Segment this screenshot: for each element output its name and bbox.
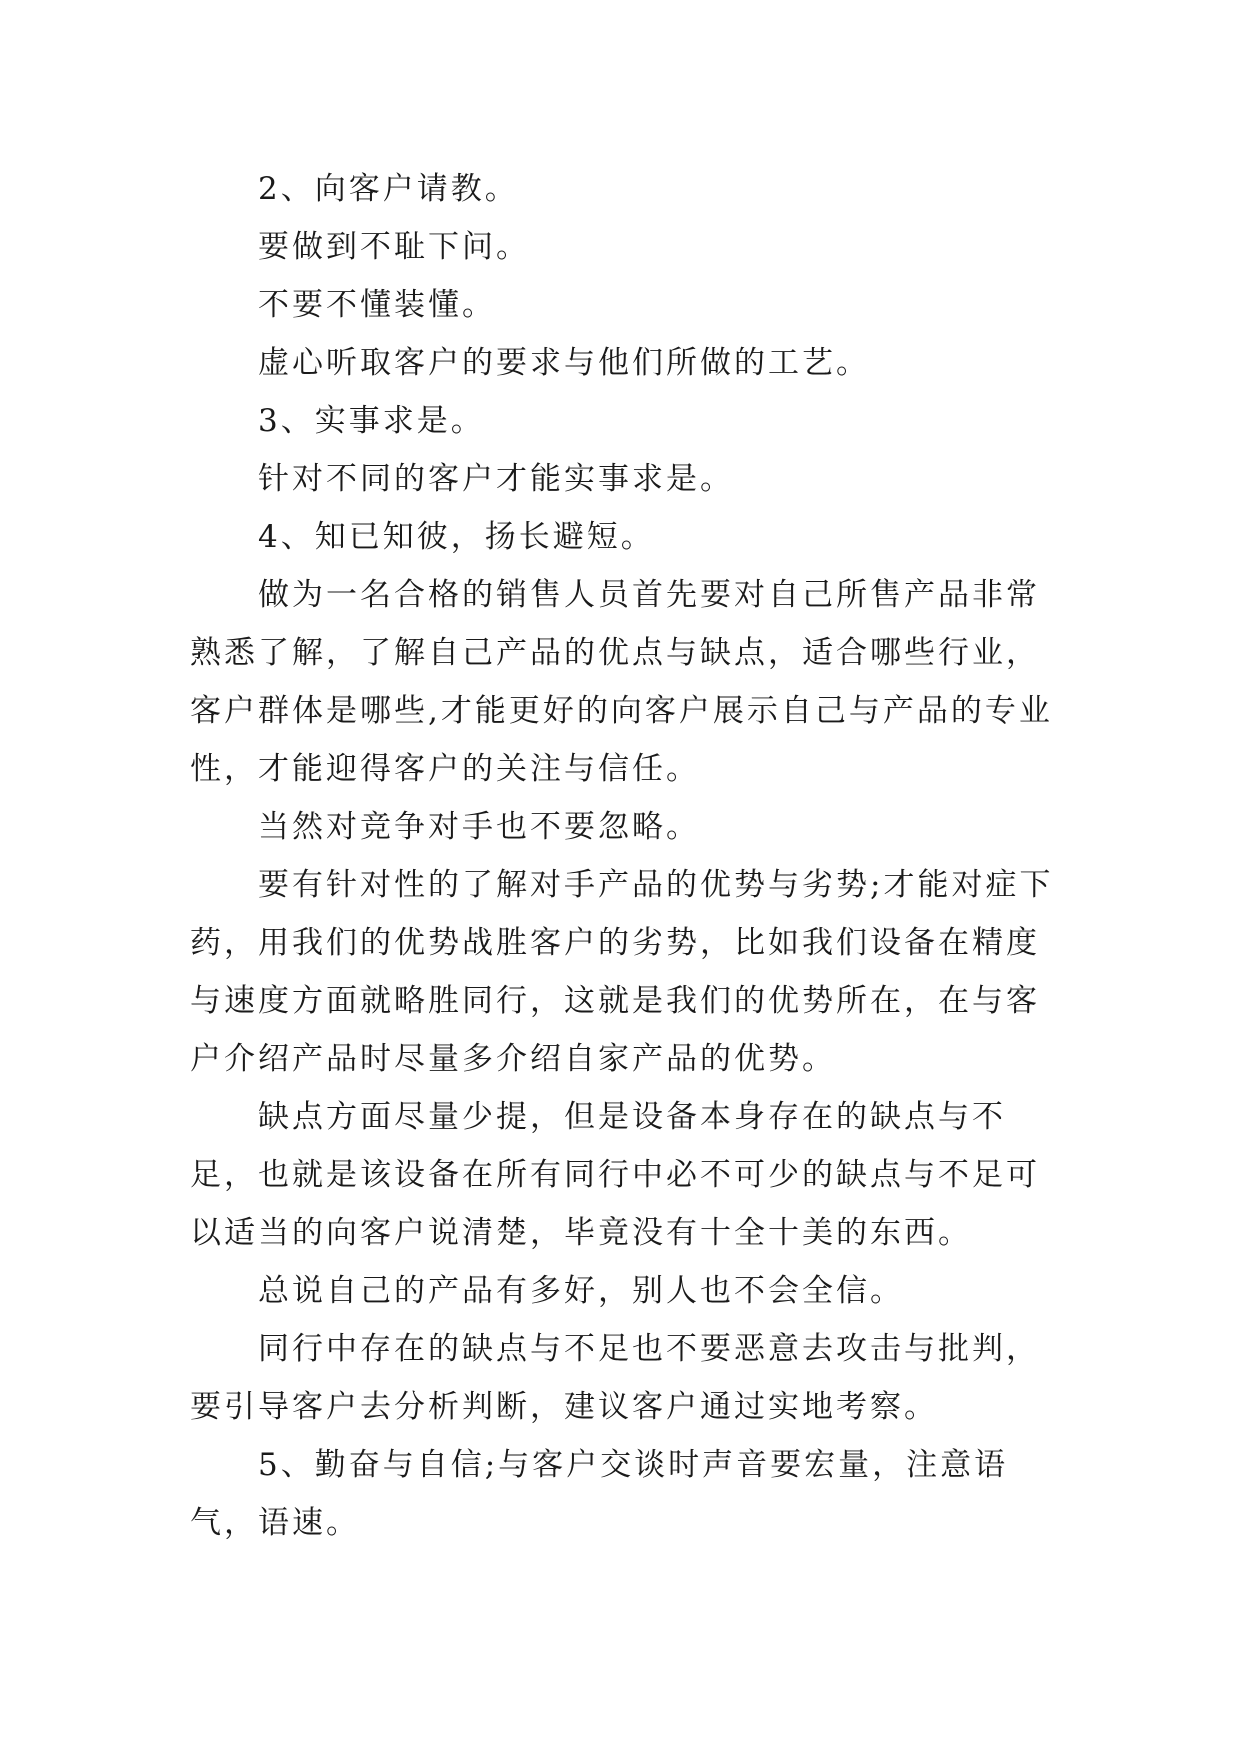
paragraph-2: 要做到不耻下问。 (258, 229, 530, 265)
paragraph-12: 总说自己的产品有多好，别人也不会全信。 (258, 1273, 904, 1309)
paragraph-14: 5、勤奋与自信;与客户交谈时声音要宏量，注意语气，语速。 (190, 1447, 1009, 1541)
paragraph-10: 要有针对性的了解对手产品的优势与劣势;才能对症下药，用我们的优势战胜客户的劣势，比如我们设备在精度与速度方面就略胜同行，这就是我们的优势所在，在与客户介绍产品时尽量多介绍自家产品的优势。 (190, 867, 1054, 1077)
paragraph-1: 2、向客户请教。 (258, 171, 519, 207)
paragraph-13: 同行中存在的缺点与不足也不要恶意去攻击与批判，要引导客户去分析判断，建议客户通过实地考察。 (190, 1331, 1040, 1425)
paragraph-3: 不要不懂装懂。 (258, 287, 496, 323)
paragraph-9: 当然对竞争对手也不要忽略。 (258, 809, 700, 845)
paragraph-4: 虚心听取客户的要求与他们所做的工艺。 (258, 345, 870, 381)
paragraph-7: 4、知已知彼，扬长避短。 (258, 519, 655, 555)
paragraph-5: 3、实事求是。 (258, 403, 485, 439)
paragraph-11: 缺点方面尽量少提，但是设备本身存在的缺点与不足，也就是该设备在所有同行中必不可少的缺点与不足可以适当的向客户说清楚，毕竟没有十全十美的东西。 (190, 1099, 1040, 1251)
document-body (190, 160, 1060, 1552)
paragraph-8: 做为一名合格的销售人员首先要对自己所售产品非常熟悉了解，了解自己产品的优点与缺点，适合哪些行业，客户群体是哪些,才能更好的向客户展示自己与产品的专业性，才能迎得客户的关注与信任。 (190, 577, 1053, 787)
paragraph-6: 针对不同的客户才能实事求是。 (258, 461, 734, 497)
